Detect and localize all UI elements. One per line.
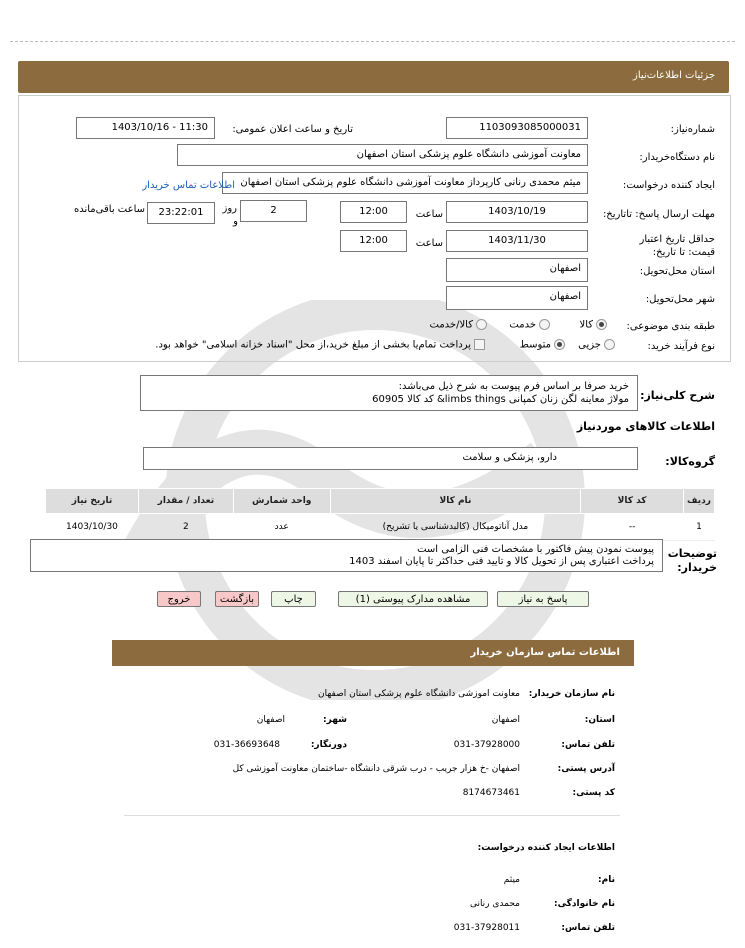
category-goods-option[interactable]: کالا	[579, 319, 607, 331]
price-time-label: ساعت	[415, 238, 443, 249]
contact-header	[112, 640, 634, 666]
remaining-label: ساعت باقی‌مانده	[73, 204, 145, 215]
fax-label: دورنگار:	[310, 740, 347, 750]
org-label: نام سازمان خریدار:	[528, 689, 615, 699]
announce-label: تاریخ و ساعت اعلان عمومی:	[232, 124, 353, 135]
postal-label: کد پستی:	[572, 788, 615, 798]
last-name-label: نام خانوادگی:	[553, 899, 615, 909]
notes-line-2: پرداخت اعتباری پس از تحویل کالا و تایید فنی حداکثر تا پایان اسفند 1403	[349, 556, 654, 567]
deadline-time-field: 12:00	[340, 201, 407, 223]
table-row	[46, 514, 715, 541]
process-label: نوع فرآیند خرید:	[647, 341, 715, 352]
notes-label: توضیحات خریدار:	[667, 547, 717, 574]
category-goods-service-option[interactable]: کالا/خدمت	[430, 319, 488, 331]
first-name-value: میثم	[503, 875, 520, 885]
days-label: روز	[222, 203, 237, 214]
creator-phone-label: تلفن تماس:	[561, 923, 615, 933]
days-field: 2	[240, 200, 307, 222]
cell-qty: 2	[138, 514, 233, 541]
print-button[interactable]: چاپ	[271, 591, 316, 607]
col-row: ردیف	[684, 489, 715, 514]
radio-icon[interactable]	[596, 319, 607, 330]
announce-field: 1403/10/16 - 11:30	[76, 117, 215, 139]
process-medium-option[interactable]: متوسط	[520, 339, 565, 351]
respond-button[interactable]: پاسخ به نیاز	[497, 591, 589, 607]
province-field: اصفهان	[446, 258, 588, 282]
city-contact-value: اصفهان	[256, 715, 285, 725]
summary-box	[140, 375, 638, 411]
table-header-row	[46, 489, 715, 514]
buyer-contact-link[interactable]: اطلاعات تماس خریدار	[142, 180, 235, 191]
page-header	[18, 61, 729, 93]
col-code: کد کالا	[581, 489, 684, 514]
notes-box	[30, 539, 663, 572]
goods-section-title: اطلاعات کالاهای موردنیاز	[576, 420, 715, 433]
address-label: آدرس پستی:	[557, 764, 615, 774]
first-name-label: نام:	[598, 875, 615, 885]
attachments-button[interactable]: مشاهده مدارک پیوستی (1)	[338, 591, 488, 607]
cell-unit: عدد	[233, 514, 330, 541]
col-unit: واحد شمارش	[233, 489, 330, 514]
cell-row: 1	[684, 514, 715, 541]
province-contact-label: استان:	[584, 715, 615, 725]
price-validity-label: حداقل تاریخ اعتبار قیمت: تا تاریخ:	[639, 234, 715, 258]
province-contact-value: اصفهان	[491, 715, 520, 725]
city-label: شهر محل‌تحویل:	[645, 294, 715, 305]
last-name-value: محمدی رنانی	[469, 899, 520, 909]
city-contact-label: شهر:	[323, 715, 347, 725]
deadline-label: مهلت ارسال پاسخ: تاتاریخ:	[602, 209, 715, 220]
creator-info-title: اطلاعات ایجاد کننده درخواست:	[477, 843, 615, 853]
city-field: اصفهان	[446, 286, 588, 310]
goods-group-label: گروه‌کالا:	[665, 455, 715, 468]
col-qty: تعداد / مقدار	[138, 489, 233, 514]
contact-divider	[124, 815, 620, 816]
exit-button[interactable]: خروج	[157, 591, 201, 607]
contact-title: اطلاعات تماس سازمان خریدار	[470, 647, 620, 658]
creator-field: میثم محمدی رنانی کارپرداز معاونت آموزشی دانشگاه علوم پزشکی استان اصفهان	[222, 172, 588, 194]
buyer-field: معاونت آموزشی دانشگاه علوم پزشکی استان اصفهان	[177, 144, 588, 166]
phone-label: تلفن تماس:	[561, 740, 615, 750]
radio-icon[interactable]	[539, 319, 550, 330]
address-value: اصفهان -خ هزار جریب - درب شرقی دانشگاه -ساختمان معاونت آموزشی کل	[232, 764, 520, 774]
cell-name: مدل آناتومیکال (کالبدشناسی یا تشریح)	[330, 514, 581, 541]
process-minor-option[interactable]: جزیی	[578, 339, 615, 351]
page-title: جزئیات اطلاعات‌نیاز	[633, 70, 715, 81]
need-number-field: 1103093085000031	[446, 117, 588, 139]
checkbox-icon[interactable]	[474, 339, 485, 350]
price-date-field: 1403/11/30	[446, 230, 588, 252]
need-number-label: شماره‌نیاز:	[670, 124, 715, 135]
deadline-time-label: ساعت	[415, 209, 443, 220]
remaining-time-field: 23:22:01	[147, 202, 215, 224]
cell-date: 1403/10/30	[46, 514, 139, 541]
buyer-label: نام دستگاه‌خریدار:	[639, 152, 715, 163]
and-label: و	[233, 216, 238, 227]
summary-line-1: خرید صرفا بر اساس فرم پیوست به شرح ذیل می‌باشد:	[398, 381, 629, 392]
deadline-date-field: 1403/10/19	[446, 201, 588, 223]
col-date: تاریخ نیاز	[46, 489, 139, 514]
notes-line-1: پیوست نمودن پیش فاکتور با مشخصات فنی الزامی است	[417, 544, 654, 555]
goods-table	[45, 488, 715, 541]
province-label: استان محل‌تحویل:	[639, 266, 715, 277]
cell-code: --	[581, 514, 684, 541]
summary-line-2: مولاژ معاینه لگن زنان کمپانی limbs things& کد کالا 60905	[372, 394, 629, 405]
top-divider	[10, 41, 735, 42]
phone-value: 031-37928000	[453, 740, 520, 750]
creator-label: ایجاد کننده درخواست:	[622, 180, 715, 191]
postal-value: 8174673461	[462, 788, 520, 798]
col-name: نام کالا	[330, 489, 581, 514]
creator-phone-value: 031-37928011	[453, 923, 520, 933]
fax-value: 031-36693648	[213, 740, 280, 750]
goods-group-field: دارو، پزشکی و سلامت	[143, 447, 638, 470]
treasury-payment-option[interactable]: پرداخت تمام‌یا بخشی از مبلغ خرید،از محل "اسناد خزانه اسلامی" خواهد بود.	[155, 339, 485, 351]
category-label: طبقه بندی موضوعی:	[626, 321, 715, 332]
radio-icon[interactable]	[476, 319, 487, 330]
category-service-option[interactable]: خدمت	[509, 319, 550, 331]
back-button[interactable]: بازگشت	[215, 591, 259, 607]
price-time-field: 12:00	[340, 230, 407, 252]
radio-icon[interactable]	[604, 339, 615, 350]
org-value: معاونت اموزشی دانشگاه علوم پزشکی استان اصفهان	[318, 689, 520, 699]
summary-label: شرح کلی‌نیاز:	[640, 389, 715, 402]
radio-icon[interactable]	[554, 339, 565, 350]
